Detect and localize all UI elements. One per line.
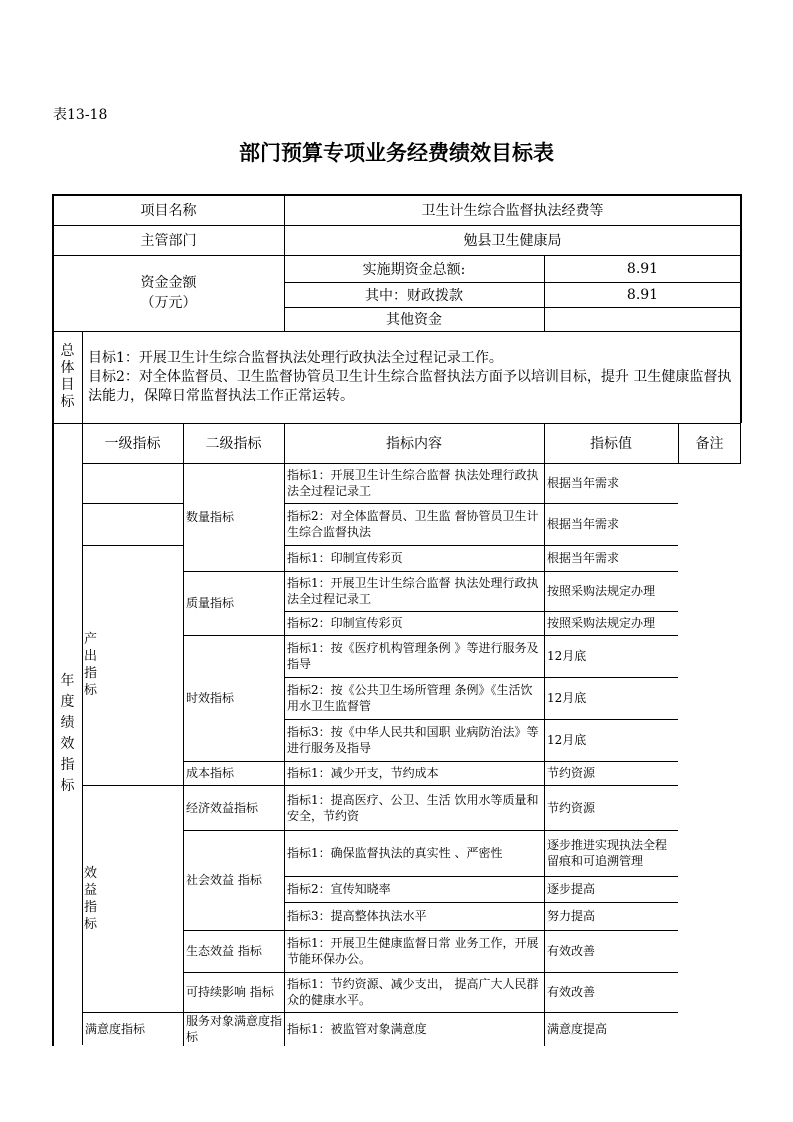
level2-service: 服务对象满意度指标	[186, 1013, 283, 1044]
level2-economic: 经济效益指标	[186, 800, 259, 815]
grid-line	[740, 423, 741, 463]
row-value: 根据当年需求	[547, 517, 620, 531]
row-content: 指标2：印制宣传彩页	[287, 616, 403, 630]
level2-quality: 质量指标	[186, 596, 235, 610]
row-value: 按照采购法规定办理	[547, 584, 656, 598]
grid-line	[183, 830, 284, 831]
overall-objective-label-text: 总体目标	[60, 343, 75, 410]
header-content: 指标内容	[386, 436, 442, 452]
row-content: 指标1：开展卫生计生综合监督 执法处理行政执法全过程记录工	[287, 468, 539, 498]
grid-line	[284, 761, 678, 762]
grid-line	[284, 785, 678, 786]
row-value: 有效改善	[547, 944, 596, 958]
border-left	[52, 194, 54, 1046]
row-content: 指标1：开展卫生计生综合监督 执法处理行政执法全过程记录工	[287, 576, 539, 606]
row-value: 根据当年需求	[547, 476, 620, 490]
grid-line	[284, 195, 285, 331]
group-benefit-text: 效益指标	[84, 865, 98, 932]
row-value: 有效改善	[547, 985, 596, 999]
level2-cost: 成本指标	[186, 766, 235, 780]
grid-line	[183, 571, 284, 572]
grid-line	[183, 930, 284, 931]
header-remark: 备注	[695, 436, 724, 452]
grid-line	[82, 463, 741, 464]
grid-line	[284, 503, 678, 504]
overall-objective-1: 目标1：开展卫生计生综合监督执法处理行政执法全过程记录工作。	[88, 350, 503, 366]
grid-line	[82, 331, 83, 1045]
other-funds-label: 其他资金	[386, 312, 442, 328]
row-content: 指标1：提高医疗、公卫、生活 饮用水等质量和安全，节约资	[287, 792, 539, 823]
table-number: 表13-18	[53, 107, 108, 123]
level2-time: 时效指标	[186, 691, 235, 705]
row-content: 指标1：开展卫生健康监督日常 业务工作，开展节能环保办公。	[287, 936, 539, 966]
row-value: 按照采购法规定办理	[547, 616, 656, 630]
grid-line	[284, 972, 678, 973]
funds-unit-text: （万元）	[140, 295, 197, 311]
grid-line	[284, 611, 678, 612]
total-funds-label: 实施期资金总额:	[362, 261, 466, 278]
fiscal-funds-label: 其中：财政拨款	[365, 287, 463, 304]
row-content: 指标1：印制宣传彩页	[287, 551, 403, 565]
grid-line	[284, 1012, 678, 1013]
row-value: 满意度提高	[547, 1021, 608, 1036]
grid-line	[284, 545, 678, 546]
grid-line	[284, 282, 741, 283]
header-value: 指标值	[590, 436, 632, 452]
row-value: 12月底	[547, 733, 587, 747]
grid-line	[53, 423, 741, 424]
group-output	[82, 545, 183, 785]
page-title: 部门预算专项业务经费绩效目标表	[239, 141, 554, 165]
grid-line	[183, 785, 284, 786]
grid-line	[678, 423, 679, 463]
group-satisfaction: 满意度指标	[85, 1021, 146, 1036]
dept-label: 主管部门	[140, 233, 197, 249]
level2-quantity: 数量指标	[186, 510, 235, 524]
header-level1: 一级指标	[104, 436, 161, 452]
grid-line	[53, 331, 741, 332]
row-value: 逐步推进实现执法全程 留痕和可追溯管理	[547, 838, 668, 868]
fiscal-funds-value: 8.91	[626, 286, 659, 303]
grid-line	[82, 785, 183, 786]
row-value: 节约资源	[547, 800, 596, 815]
grid-line	[284, 830, 678, 831]
grid-line	[284, 635, 678, 636]
grid-line	[284, 307, 741, 308]
dept-value: 勉县卫生健康局	[463, 233, 562, 249]
project-name-label: 项目名称	[140, 203, 197, 219]
row-content: 指标3：按《中华人民共和国职 业病防治法》等进行服务及指导	[287, 725, 539, 755]
grid-line	[284, 423, 285, 1046]
grid-line	[82, 545, 183, 546]
row-value: 12月底	[547, 691, 587, 705]
grid-line	[284, 876, 678, 877]
row-content: 指标1：减少开支，节约成本	[287, 766, 439, 780]
grid-line	[183, 635, 284, 636]
group-benefit	[82, 785, 183, 1012]
row-content: 指标1：被监管对象满意度	[287, 1021, 427, 1036]
row-content: 指标2：按《公共卫生场所管理 条例》《生活饮用水卫生监督管	[287, 683, 533, 713]
other-funds-value	[544, 307, 741, 331]
level2-social: 社会效益 指标	[186, 873, 262, 887]
row-value: 努力提高	[547, 909, 596, 923]
overall-objective-label	[53, 331, 82, 423]
grid-line	[284, 902, 678, 903]
grid-line	[284, 677, 678, 678]
row-value: 节约资源	[547, 766, 596, 780]
row-value: 逐步提高	[547, 882, 596, 896]
grid-line	[544, 255, 545, 331]
grid-line	[53, 255, 741, 256]
overall-objective-content	[82, 331, 741, 423]
total-funds-value: 8.91	[626, 260, 659, 277]
header-level2: 二级指标	[205, 436, 262, 452]
row-content: 指标3：提高整体执法水平	[287, 909, 427, 923]
funds-label-text: 资金金额	[140, 275, 197, 291]
row-value: 根据当年需求	[547, 551, 620, 565]
grid-line	[183, 972, 284, 973]
grid-line	[284, 571, 678, 572]
grid-line	[82, 1012, 183, 1013]
annual-indicators-label-text: 年度绩效指标	[60, 673, 75, 794]
row-value: 12月底	[547, 649, 587, 663]
grid-line	[183, 761, 284, 762]
overall-objective-2: 目标2：对全体监督员、卫生监督协管员卫生计生综合监督执法方面予以培训目标，提升 卫生健康监督执法能力，保障日常监督执法工作正常运转。	[88, 369, 732, 404]
grid-line	[82, 503, 183, 504]
row-content: 指标1：确保监督执法的真实性 、严密性	[287, 846, 503, 860]
grid-line	[544, 423, 545, 1046]
grid-line	[183, 1012, 284, 1013]
group-output-text: 产出指标	[84, 632, 98, 698]
grid-line	[284, 719, 678, 720]
grid-line	[183, 423, 184, 1046]
grid-line	[284, 930, 678, 931]
border-top	[52, 194, 742, 196]
row-content: 指标1：节约资源、减少支出， 提高广大人民群众的健康水平。	[287, 977, 539, 1007]
row-content: 指标2：宣传知晓率	[287, 882, 391, 896]
level2-ecological: 生态效益 指标	[186, 944, 262, 958]
level2-sustainable: 可持续影响 指标	[186, 985, 274, 999]
row-content: 指标2：对全体监督员、卫生监 督协管员卫生计生综合监督执法	[287, 509, 539, 539]
funds-label	[53, 255, 284, 331]
annual-indicators-label	[53, 423, 82, 1045]
row-content: 指标1：按《医疗机构管理条例 》等进行服务及指导	[287, 641, 539, 671]
border-right	[740, 194, 742, 423]
grid-line	[53, 225, 741, 226]
project-name-value: 卫生计生综合监督执法经费等	[421, 203, 604, 219]
